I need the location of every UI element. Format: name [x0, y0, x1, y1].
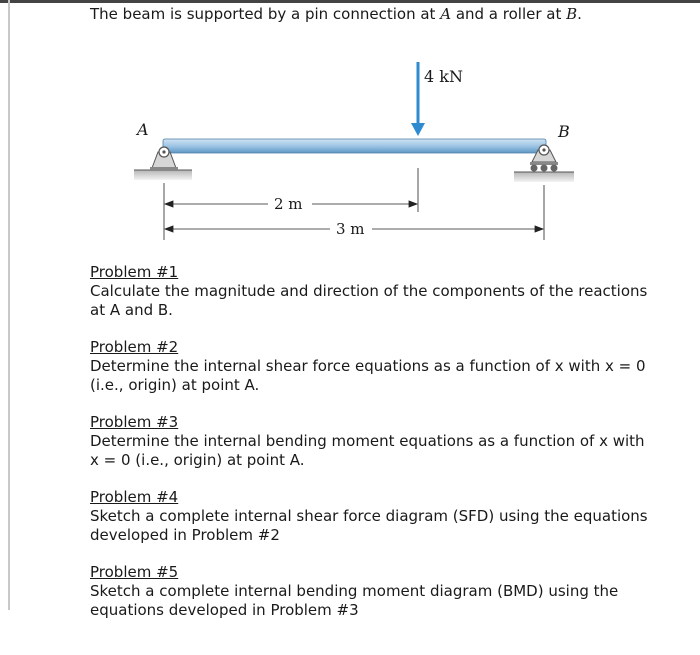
problem-text: Sketch a complete internal shear force diagram (SFD) using the equations developed in Problem #2 — [90, 507, 648, 544]
problem-title: Problem #5 — [90, 563, 179, 581]
label-b: B — [558, 122, 570, 141]
problem-4 — [90, 488, 650, 545]
intro-sentence: The beam is supported by a pin connection at A and a roller at B. — [90, 5, 582, 23]
label-a: A — [137, 120, 149, 139]
problem-title: Problem #4 — [90, 488, 179, 506]
problem-text: Determine the internal bending moment equations as a function of x with x = 0 (i.e., origin) at point A. — [90, 432, 645, 469]
problem-title: Problem #1 — [90, 263, 179, 281]
problem-title: Problem #2 — [90, 338, 179, 356]
load-arrow — [411, 62, 425, 136]
problem-list — [90, 263, 650, 638]
beam — [163, 139, 546, 153]
beam-figure — [0, 0, 700, 260]
problem-text: Determine the internal shear force equations as a function of x with x = 0 (i.e., origin) at point A. — [90, 357, 646, 394]
intro-point-a: A — [440, 5, 452, 23]
problem-1 — [90, 263, 650, 320]
problem-title: Problem #3 — [90, 413, 179, 431]
problem-2 — [90, 338, 650, 395]
load-label: 4 kN — [424, 67, 463, 86]
intro-point-b: B — [566, 5, 578, 23]
dimension-3m-label: 3 m — [336, 220, 365, 238]
problem-text: Calculate the magnitude and direction of the components of the reactions at A and B. — [90, 282, 648, 319]
problem-text: Sketch a complete internal bending moment diagram (BMD) using the equations developed in Problem #3 — [90, 582, 619, 619]
problem-3 — [90, 413, 650, 470]
dimension-2m-label: 2 m — [274, 195, 303, 213]
problem-5 — [90, 563, 650, 620]
